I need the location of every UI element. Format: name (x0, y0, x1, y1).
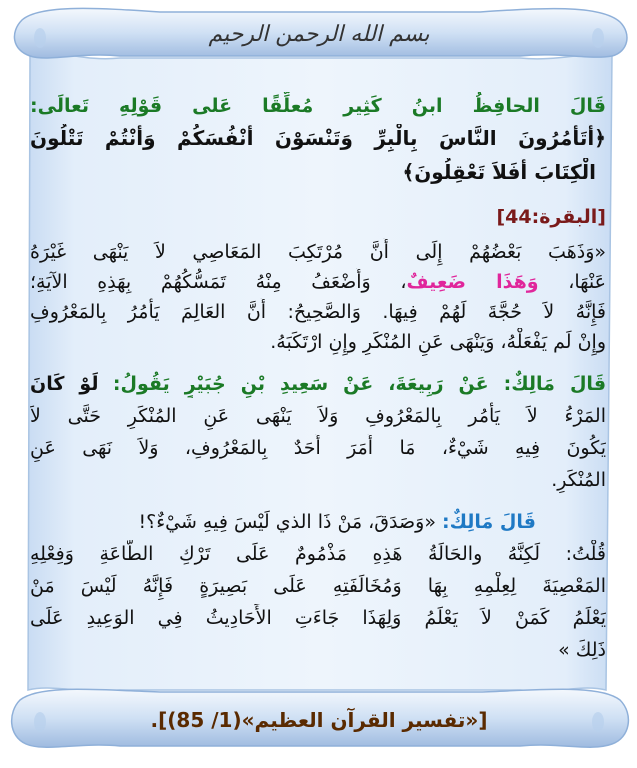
para2-line-2: المَرْءُ لاَ يَأْمُر بِالمَعْرُوفِ وَلاَ يَنْهَى عَنِ المُنْكَرِ حَتَّى لاَ (30, 405, 606, 427)
source-citation: [«تفسير القرآن العظيم»(1/ 85)]. (150, 708, 488, 732)
para1-line-2: عَنْهَا، وَهَذَا ضَعِيفٌ، وَأَضْعَفُ مِنْهُ تَمَسُّكُهُمْ بِهَذِهِ الآيَةِ؛ (30, 271, 606, 293)
para2-line-1: قَالَ مَالِكٌ: عَنْ رَبِيعَةَ، عَنْ سَعِيدِ بْنِ جُبَيْرٍ يَقُولُ: لَوْ كَانَ (30, 373, 606, 395)
heading: قَالَ الحافِظُ ابنُ كَثِير مُعلِّقًا عَلى قَوْلِهِ تَعالَى: (30, 95, 606, 117)
para3-line-2: قُلْتُ: لَكِنَّهُ والحَالَةُ هَذِهِ مَذْمُومٌ عَلَى تَرْكِ الطَّاعَةِ وَفِعْلِهِ (30, 543, 606, 565)
para3-line-4: يَعْلَمُ كَمَنْ لاَ يَعْلَمُ وَلِهَذَا جَاءَتِ الأَحَادِيثُ فِي الوَعِيدِ عَلَى (30, 607, 606, 629)
malik-said-label: قَالَ مَالِكٌ: (442, 511, 536, 533)
para1-line-4: وإِنْ لَم يَفْعَلْهُ، وَيَنْهَى عَنِ المُنْكَرِ وإِنِ ارْتَكَبَهُ. (270, 331, 606, 353)
heading-line (30, 92, 606, 120)
weak-statement: وَهَذَا ضَعِيفٌ (406, 271, 539, 293)
para1-line-3: فَإِنَّهُ لاَ حُجَّةَ لَهُمْ فِيهَا. وَالصَّحِيحُ: أَنَّ العَالِمَ يَأْمُرُ بِالمَعْرُوفِ (30, 301, 606, 323)
para2-line-3: يَكُونَ فِيهِ شَيْءٌ، مَا أَمَرَ أَحَدٌ بِالمَعْرُوفِ، وَلاَ نَهَى عَنِ (30, 437, 606, 459)
scroll-content (22, 0, 616, 768)
basmala-calligraphy: بسم الله الرحمن الرحيم (208, 22, 430, 47)
verse-line-2: الْكِتَابَ أَفَلاَ تَعْقِلُونَ﴾ (402, 160, 596, 184)
verse-line-1: ﴿أَتَأْمُرُونَ النَّاسَ بِالْبِرِّ وَتَنْسَوْنَ أَنْفُسَكُمْ وَأَنْتُمْ تَتْلُونَ (30, 126, 606, 150)
para3-line-5: ذَلِكَ » (558, 639, 606, 661)
para3-line-3: المَعْصِيَةَ لِعِلْمِهِ بِهَا وَمُخَالَفَتِهِ عَلَى بَصِيرَةٍ فَإِنَّهُ لَيْسَ مَنْ (30, 575, 606, 597)
malik-chain-narration: قَالَ مَالِكٌ: عَنْ رَبِيعَةَ، عَنْ سَعِيدِ بْنِ جُبَيْرٍ يَقُولُ: (112, 373, 606, 395)
verse-reference: [البقرة:44] (496, 206, 606, 228)
para1-line-1: «وَذَهَبَ بَعْضُهُمْ إِلَى أَنَّ مُرْتَكِبَ المَعَاصِي لاَ يَنْهَى غَيْرَهُ (30, 241, 606, 263)
para3-line-1: قَالَ مَالِكٌ: «وَصَدَقَ، مَنْ ذَا الذي لَيْسَ فِيهِ شَيْءٌ؟! (138, 511, 536, 533)
para2-line-4: المُنْكَرِ. (551, 469, 606, 491)
